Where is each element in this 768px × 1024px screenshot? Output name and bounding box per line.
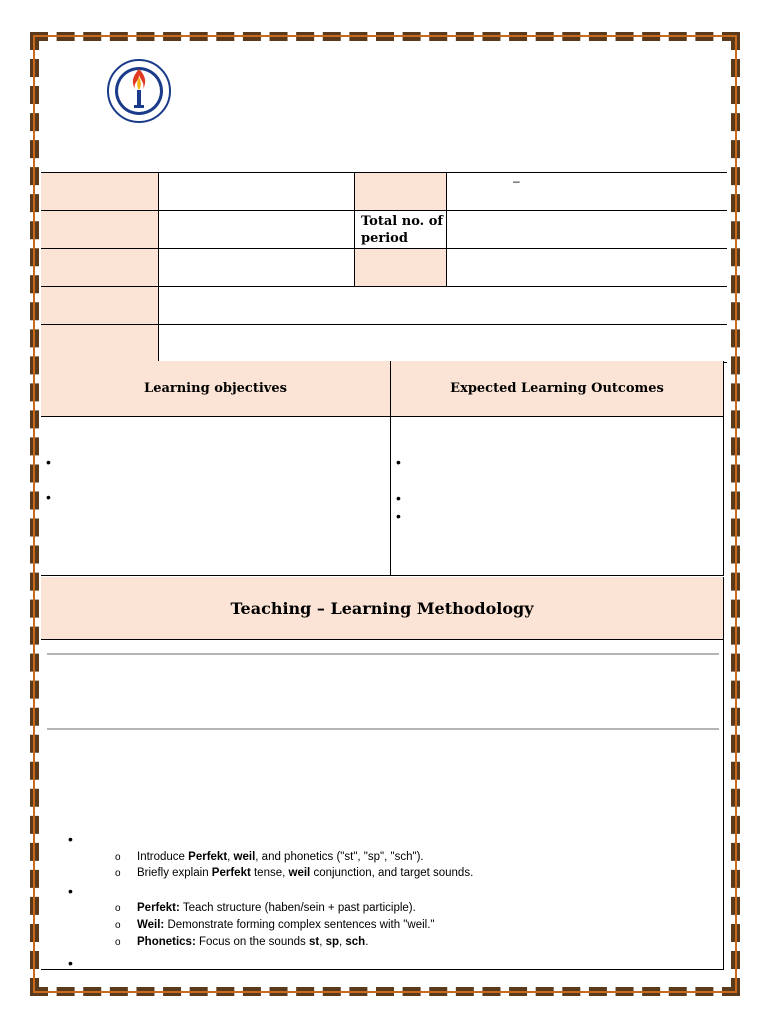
objectives-header-row (41, 361, 723, 417)
sub-bullet-marker: o (115, 920, 121, 931)
total-periods-label-cell (354, 211, 446, 248)
bold-term: sch (345, 936, 366, 948)
sub-bullet-marker: o (115, 852, 121, 863)
bold-term: Phonetics: (137, 936, 196, 948)
text-span: Demonstrate forming complex sentences with "weil." (164, 919, 435, 931)
torch-emblem-icon (106, 57, 172, 125)
info-row-4 (41, 286, 727, 324)
info-label-cell (354, 249, 446, 286)
info-value-cell (158, 211, 354, 248)
expected-outcomes-header: Expected Learning Outcomes (391, 361, 723, 417)
bullet-marker: • (68, 831, 73, 847)
methodology-header: Teaching – Learning Methodology (41, 577, 724, 640)
learning-objectives-list (41, 417, 391, 575)
info-value-cell (158, 249, 354, 286)
bold-term: weil (233, 851, 256, 863)
text-span: Focus on the sounds (195, 936, 309, 948)
bold-term: st (308, 936, 320, 948)
learning-objectives-header: Learning objectives (41, 361, 391, 417)
methodology-sub-item-2 (115, 866, 473, 881)
info-value-cell (158, 173, 354, 210)
info-label-cell (354, 173, 446, 210)
divider-line (47, 728, 719, 730)
bullet-marker: • (396, 508, 401, 524)
objectives-table (41, 361, 724, 576)
dash-mark: – (513, 174, 520, 188)
bold-term: Weil: (137, 919, 165, 931)
total-periods-label: Total no. of period (361, 214, 443, 246)
sub-bullet-marker: o (115, 903, 121, 914)
text-span: , (339, 936, 346, 948)
info-label-cell (41, 211, 158, 248)
info-row-3 (41, 248, 727, 286)
info-label-cell (41, 287, 158, 324)
school-logo (106, 57, 172, 125)
bullet-marker: • (396, 490, 401, 506)
bullet-marker: • (68, 955, 73, 971)
info-value-cell-wide (158, 325, 727, 362)
total-periods-value-cell (446, 211, 727, 248)
info-label-cell (41, 249, 158, 286)
info-row-1 (41, 172, 727, 210)
text-span: Briefly explain (137, 867, 212, 879)
bold-term: weil (288, 867, 311, 879)
bullet-marker: • (68, 883, 73, 899)
lesson-info-table (41, 172, 727, 363)
divider-line (47, 653, 719, 655)
methodology-body (41, 640, 724, 970)
info-row-2 (41, 210, 727, 248)
bullet-marker: • (396, 454, 401, 470)
methodology-sub-item-4 (115, 918, 434, 933)
info-label-cell (41, 173, 158, 210)
bold-term: Perfekt: (137, 902, 180, 914)
info-row-5 (41, 324, 727, 363)
sub-bullet-marker: o (115, 937, 121, 948)
text-span: Teach structure (haben/sein + past participle). (179, 902, 416, 914)
text-span: conjunction, and target sounds. (310, 867, 474, 879)
text-span: , (319, 936, 326, 948)
methodology-sub-item-1 (115, 850, 424, 865)
bold-term: sp (325, 936, 339, 948)
bold-term: Perfekt (211, 867, 251, 879)
info-label-cell (41, 325, 158, 362)
info-value-cell (446, 173, 727, 210)
bullet-marker: • (46, 489, 51, 505)
bold-term: Perfekt (188, 851, 228, 863)
text-span: , and phonetics ("st", "sp", "sch"). (255, 851, 424, 863)
info-value-cell-wide (158, 287, 727, 324)
objectives-body-row (41, 417, 723, 576)
text-span: tense, (250, 867, 289, 879)
text-span: Introduce (137, 851, 189, 863)
info-value-cell (446, 249, 727, 286)
text-span: , (227, 851, 234, 863)
methodology-sub-item-5 (115, 935, 368, 950)
text-span: . (365, 936, 369, 948)
expected-outcomes-list (391, 417, 723, 575)
bullet-marker: • (46, 454, 51, 470)
sub-bullet-marker: o (115, 868, 121, 879)
methodology-sub-item-3 (115, 901, 416, 916)
